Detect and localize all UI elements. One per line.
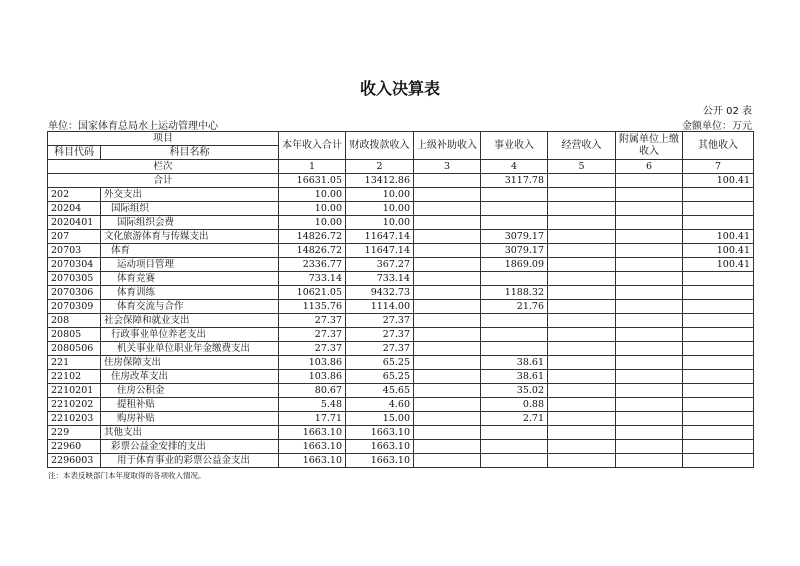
amount-cell [616,286,683,300]
amount-cell: 2336.77 [279,258,346,272]
subject-name-cell: 体育交流与合作 [101,300,279,314]
amount-cell: 27.37 [346,342,414,356]
amount-cell [548,356,616,370]
amount-cell [481,426,548,440]
amount-cell [683,342,754,356]
amount-cell [616,370,683,384]
table-row [48,440,754,454]
table-row [48,188,754,202]
amount-cell [548,286,616,300]
header-other-income: 其他收入 [683,132,754,160]
subject-name-cell: 提租补贴 [101,398,279,412]
amount-cell [683,426,754,440]
header-code: 科目代码 [48,146,101,160]
subject-name-cell: 社会保障和就业支出 [101,314,279,328]
subject-code-cell: 2070309 [48,300,101,314]
total-cell: 13412.86 [346,174,414,188]
subject-name-cell: 行政事业单位养老支出 [101,328,279,342]
amount-cell: 1663.10 [279,454,346,468]
amount-cell [683,384,754,398]
amount-cell: 27.37 [279,342,346,356]
amount-cell [548,244,616,258]
subject-code-cell: 20703 [48,244,101,258]
amount-cell [414,384,481,398]
amount-cell [414,412,481,426]
table-row [48,216,754,230]
amount-cell: 10.00 [346,188,414,202]
amount-cell [683,300,754,314]
subject-name-cell: 体育竞赛 [101,272,279,286]
table-row [48,328,754,342]
amount-cell: 4.60 [346,398,414,412]
amount-cell [414,188,481,202]
amount-cell [616,342,683,356]
amount-cell: 733.14 [346,272,414,286]
amount-cell [683,314,754,328]
amount-cell [548,454,616,468]
amount-cell: 21.76 [481,300,548,314]
amount-cell [616,328,683,342]
amount-cell [548,426,616,440]
subject-code-cell: 2070305 [48,272,101,286]
column-index: 3 [414,160,481,174]
table-row [48,230,754,244]
amount-cell: 1869.09 [481,258,548,272]
amount-cell: 38.61 [481,370,548,384]
amount-cell [414,342,481,356]
header-total-income: 本年收入合计 [279,132,346,160]
total-cell: 3117.78 [481,174,548,188]
amount-cell: 100.41 [683,244,754,258]
amount-cell: 1663.10 [346,426,414,440]
amount-cell [548,188,616,202]
amount-cell [616,272,683,286]
amount-cell [548,202,616,216]
amount-cell [616,188,683,202]
total-cell [548,174,616,188]
amount-cell [548,300,616,314]
amount-cell [548,384,616,398]
amount-cell [548,440,616,454]
amount-cell: 3079.17 [481,244,548,258]
subject-code-cell: 208 [48,314,101,328]
amount-cell [548,314,616,328]
amount-cell: 27.37 [346,328,414,342]
table-row [48,426,754,440]
table-row [48,398,754,412]
amount-cell [683,454,754,468]
amount-cell: 1663.10 [346,454,414,468]
amount-cell [414,356,481,370]
amount-cell [616,398,683,412]
amount-cell [414,454,481,468]
table-note: 注：本表反映部门本年度取得的各项收入情况。 [48,471,206,480]
amount-cell [616,300,683,314]
amount-cell [683,398,754,412]
subject-code-cell: 2020401 [48,216,101,230]
amount-cell [548,328,616,342]
amount-cell: 3079.17 [481,230,548,244]
amount-cell: 1135.76 [279,300,346,314]
table-row [48,244,754,258]
column-index: 1 [279,160,346,174]
total-cell [616,174,683,188]
amount-cell: 367.27 [346,258,414,272]
subject-code-cell: 229 [48,426,101,440]
amount-cell [683,286,754,300]
amount-cell: 27.37 [279,328,346,342]
amount-cell [683,188,754,202]
amount-cell [616,356,683,370]
subject-code-cell: 2080506 [48,342,101,356]
amount-cell: 100.41 [683,258,754,272]
amount-cell [616,314,683,328]
table-row [48,342,754,356]
subject-code-cell: 2210202 [48,398,101,412]
subject-name-cell: 购房补贴 [101,412,279,426]
amount-cell [481,454,548,468]
amount-cell: 103.86 [279,356,346,370]
header-affiliate-income: 附属单位上缴收入 [616,132,683,160]
subject-name-cell: 住房改革支出 [101,370,279,384]
amount-cell: 9432.73 [346,286,414,300]
amount-cell: 27.37 [346,314,414,328]
amount-cell [683,216,754,230]
total-cell [414,174,481,188]
amount-cell [481,328,548,342]
header-business-income: 事业收入 [481,132,548,160]
table-row [48,356,754,370]
amount-cell [548,398,616,412]
amount-cell [616,384,683,398]
amount-cell [481,188,548,202]
subject-code-cell: 2210203 [48,412,101,426]
amount-cell [414,272,481,286]
total-row [48,174,754,188]
amount-cell [548,216,616,230]
amount-cell: 10.00 [279,188,346,202]
header-name: 科目名称 [101,146,279,160]
table-row [48,454,754,468]
column-index-label: 栏次 [48,160,279,174]
reporting-unit: 单位：国家体育总局水上运动管理中心 [48,121,218,132]
amount-cell [481,440,548,454]
amount-cell [683,356,754,370]
amount-cell: 1663.10 [346,440,414,454]
subject-code-cell: 22102 [48,370,101,384]
subject-code-cell: 20805 [48,328,101,342]
amount-cell [414,370,481,384]
table-row [48,258,754,272]
amount-cell: 0.88 [481,398,548,412]
amount-cell [481,314,548,328]
amount-cell: 35.02 [481,384,548,398]
total-label: 合计 [48,174,279,188]
amount-cell: 27.37 [279,314,346,328]
amount-cell: 10.00 [346,202,414,216]
column-index: 4 [481,160,548,174]
amount-cell: 103.86 [279,370,346,384]
amount-cell [414,244,481,258]
amount-cell [414,426,481,440]
table-row [48,412,754,426]
amount-cell [414,440,481,454]
subject-name-cell: 彩票公益金安排的支出 [101,440,279,454]
amount-cell [548,370,616,384]
amount-cell [481,202,548,216]
subject-name-cell: 体育训练 [101,286,279,300]
amount-cell [683,202,754,216]
amount-cell: 45.65 [346,384,414,398]
subject-name-cell: 外交支出 [101,188,279,202]
column-index: 2 [346,160,414,174]
amount-cell: 5.48 [279,398,346,412]
subject-code-cell: 20204 [48,202,101,216]
subject-name-cell: 用于体育事业的彩票公益金支出 [101,454,279,468]
amount-cell [414,398,481,412]
amount-cell [414,314,481,328]
amount-cell [481,342,548,356]
amount-cell: 733.14 [279,272,346,286]
amount-cell: 10.00 [346,216,414,230]
amount-cell [548,412,616,426]
amount-cell [481,216,548,230]
subject-code-cell: 2296003 [48,454,101,468]
amount-cell [616,426,683,440]
amount-cell [616,216,683,230]
amount-cell: 65.25 [346,356,414,370]
amount-cell: 100.41 [683,230,754,244]
subject-code-cell: 221 [48,356,101,370]
amount-cell [548,258,616,272]
amount-cell: 1188.32 [481,286,548,300]
amount-cell [414,258,481,272]
amount-cell [683,370,754,384]
amount-cell: 14826.72 [279,244,346,258]
subject-name-cell: 机关事业单位职业年金缴费支出 [101,342,279,356]
table-row [48,384,754,398]
amount-cell [683,440,754,454]
amount-cell [481,272,548,286]
amount-cell: 1114.00 [346,300,414,314]
subject-name-cell: 住房公积金 [101,384,279,398]
amount-cell [414,216,481,230]
amount-cell: 38.61 [481,356,548,370]
amount-cell [616,412,683,426]
amount-cell [616,454,683,468]
subject-name-cell: 其他支出 [101,426,279,440]
amount-cell [414,230,481,244]
amount-cell: 2.71 [481,412,548,426]
header-superior-subsidy: 上级补助收入 [414,132,481,160]
amount-cell [683,328,754,342]
table-row [48,314,754,328]
amount-cell [616,202,683,216]
amount-cell: 1663.10 [279,426,346,440]
subject-name-cell: 体育 [101,244,279,258]
amount-unit: 金额单位：万元 [682,121,752,132]
amount-cell [548,272,616,286]
amount-cell [616,440,683,454]
amount-cell: 10621.05 [279,286,346,300]
amount-cell: 65.25 [346,370,414,384]
subject-name-cell: 住房保障支出 [101,356,279,370]
subject-name-cell: 国际组织会费 [101,216,279,230]
table-row [48,370,754,384]
amount-cell: 14826.72 [279,230,346,244]
amount-cell: 15.00 [346,412,414,426]
table-row [48,300,754,314]
total-cell: 100.41 [683,174,754,188]
amount-cell [548,230,616,244]
subject-code-cell: 2210201 [48,384,101,398]
header-item: 项目 [48,132,279,146]
amount-cell [414,328,481,342]
amount-cell [414,286,481,300]
subject-code-cell: 22960 [48,440,101,454]
table-row [48,272,754,286]
amount-cell [548,342,616,356]
column-index: 6 [616,160,683,174]
subject-code-cell: 202 [48,188,101,202]
income-table [47,131,754,468]
table-row [48,202,754,216]
form-number: 公开 02 表 [702,106,752,117]
subject-code-cell: 2070304 [48,258,101,272]
page-title: 收入决算表 [359,79,440,98]
subject-name-cell: 国际组织 [101,202,279,216]
amount-cell: 10.00 [279,216,346,230]
table-row [48,286,754,300]
amount-cell: 11647.14 [346,244,414,258]
amount-cell [414,300,481,314]
amount-cell: 11647.14 [346,230,414,244]
header-fiscal-appropriation: 财政拨款收入 [346,132,414,160]
amount-cell: 1663.10 [279,440,346,454]
amount-cell: 80.67 [279,384,346,398]
subject-name-cell: 运动项目管理 [101,258,279,272]
amount-cell [616,244,683,258]
amount-cell: 10.00 [279,202,346,216]
amount-cell [414,202,481,216]
column-index: 7 [683,160,754,174]
column-index: 5 [548,160,616,174]
amount-cell [683,272,754,286]
amount-cell [683,412,754,426]
subject-code-cell: 2070306 [48,286,101,300]
header-operating-income: 经营收入 [548,132,616,160]
total-cell: 16631.05 [279,174,346,188]
subject-code-cell: 207 [48,230,101,244]
subject-name-cell: 文化旅游体育与传媒支出 [101,230,279,244]
amount-cell: 17.71 [279,412,346,426]
amount-cell [616,230,683,244]
amount-cell [616,258,683,272]
